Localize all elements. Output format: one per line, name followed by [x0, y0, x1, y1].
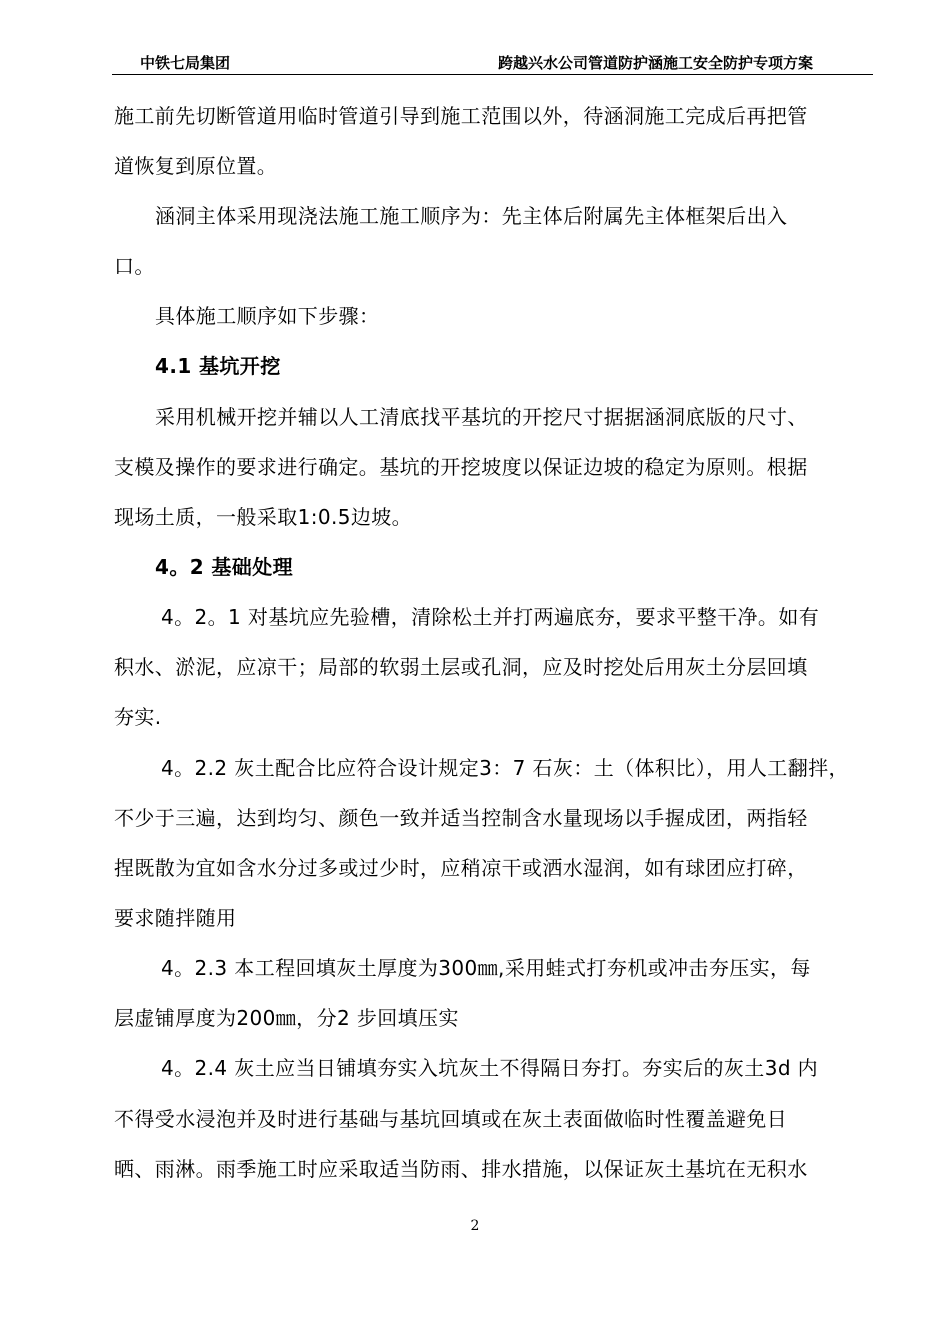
paragraph-line: 层虚铺厚度为200㎜，分2 步回填压实	[114, 1006, 459, 1030]
paragraph-line: 夯实.	[114, 705, 162, 729]
paragraph-line: 不得受水浸泡并及时进行基础与基坑回填或在灰土表面做临时性覆盖避免日	[114, 1107, 788, 1131]
paragraph-line: 不少于三遍，达到均匀、颜色一致并适当控制含水量现场以手握成团，两指轻	[114, 806, 808, 830]
paragraph-line: 施工前先切断管道用临时管道引导到施工范围以外，待涵洞施工完成后再把管	[114, 104, 808, 128]
paragraph-line: 4。2.4 灰土应当日铺填夯实入坑灰土不得隔日夯打。夯实后的灰土3d 内	[161, 1056, 819, 1080]
paragraph-line: 道恢复到原位置。	[114, 154, 278, 178]
paragraph-line: 涵洞主体采用现浇法施工施工顺序为：先主体后附属先主体框架后出入	[155, 204, 788, 228]
paragraph-line: 4。2.2 灰土配合比应符合设计规定3：7 石灰：土（体积比），用人工翻拌，	[161, 756, 849, 780]
section-heading: 4.1 基坑开挖	[155, 354, 281, 378]
paragraph-line: 现场土质，一般采取1:0.5边坡。	[114, 505, 413, 529]
paragraph-line: 采用机械开挖并辅以人工清底找平基坑的开挖尺寸据据涵洞底版的尺寸、	[155, 405, 808, 429]
header-company: 中铁七局集团	[140, 54, 231, 72]
header-document-title: 跨越兴水公司管道防护涵施工安全防护专项方案	[497, 54, 813, 72]
paragraph-line: 4。2。1 对基坑应先验槽，清除松土并打两遍底夯，要求平整干净。如有	[161, 605, 820, 629]
paragraph-line: 4。2.3 本工程回填灰土厚度为300㎜,采用蛙式打夯机或冲击夯压实，每	[161, 956, 811, 980]
paragraph-line: 晒、雨淋。雨季施工时应采取适当防雨、排水措施，以保证灰土基坑在无积水	[114, 1157, 808, 1181]
section-heading: 4。2 基础处理	[155, 555, 293, 579]
page-header	[112, 52, 873, 75]
paragraph-line: 口。	[114, 254, 155, 278]
paragraph-line: 具体施工顺序如下步骤：	[155, 304, 380, 328]
paragraph-line: 要求随拌随用	[114, 906, 237, 930]
paragraph-line: 积水、淤泥，应凉干；局部的软弱土层或孔洞，应及时挖处后用灰土分层回填	[114, 655, 808, 679]
page-number: 2	[470, 1218, 480, 1234]
paragraph-line: 捏既散为宜如含水分过多或过少时，应稍凉干或洒水湿润，如有球团应打碎，	[114, 856, 808, 880]
paragraph-line: 支模及操作的要求进行确定。基坑的开挖坡度以保证边坡的稳定为原则。根据	[114, 455, 808, 479]
